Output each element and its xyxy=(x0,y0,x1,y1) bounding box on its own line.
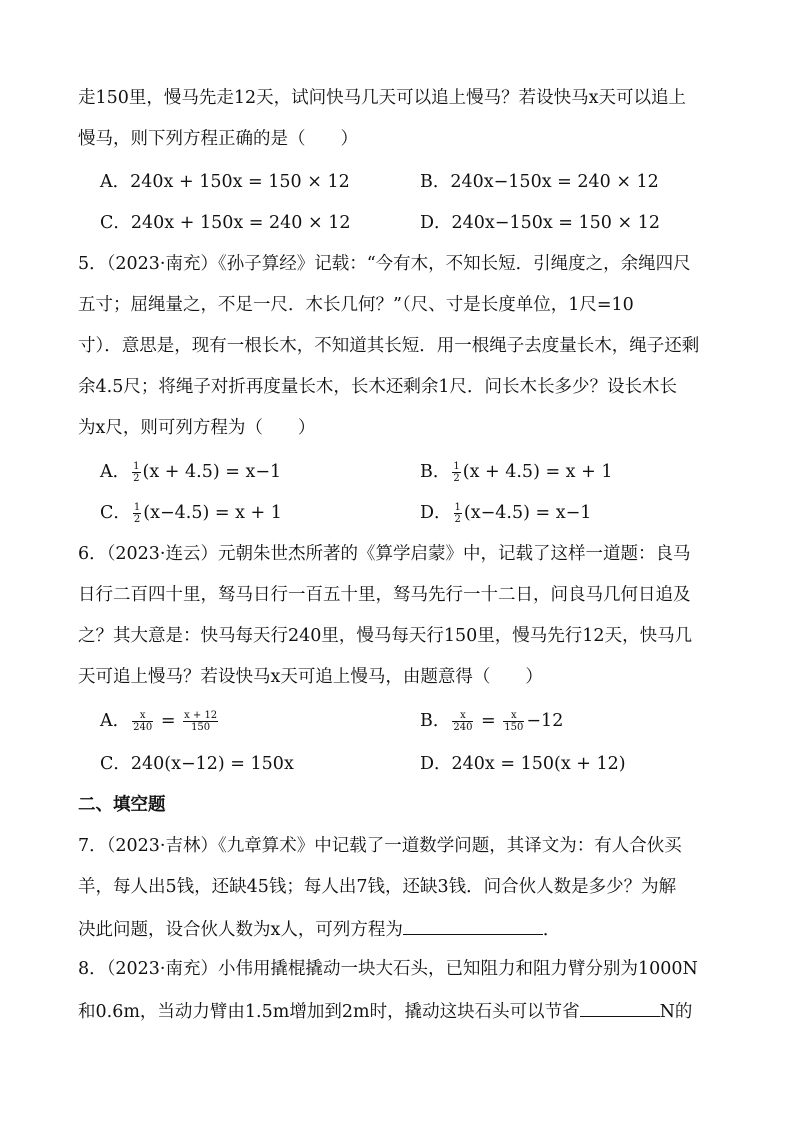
q6-option-a xyxy=(100,709,220,733)
q4-option-d: D．240x−150x = 150 × 12 xyxy=(420,213,660,233)
fraction-numerator: 1 xyxy=(454,502,461,513)
q8-stem-text: 和0.6m，当动力臂由1.5m增加到2m时，撬动这块石头可以节省 xyxy=(78,1002,580,1022)
half-fraction xyxy=(133,502,141,525)
q6-stem-line3: 之？其大意是：快马每天行240里，慢马每天行150里，慢马先行12天，快马几 xyxy=(78,626,693,646)
option-expression: (x + 4.5) = x−1 xyxy=(142,462,282,482)
q5-stem-line3: 寸）．意思是，现有一根长木，不知道其长短．用一根绳子去度量长木，绳子还剩 xyxy=(78,336,700,356)
fraction-x-over-240 xyxy=(452,710,473,733)
option-expression: (x + 4.5) = x + 1 xyxy=(462,462,613,482)
option-label: B． xyxy=(420,711,451,731)
q6-option-b xyxy=(420,709,563,733)
fraction-denominator: 2 xyxy=(454,514,461,525)
q5-option-b xyxy=(420,460,612,484)
half-fraction xyxy=(132,461,140,484)
q4-option-b: B．240x−150x = 240 × 12 xyxy=(420,172,659,192)
fraction-denominator: 150 xyxy=(504,722,524,733)
fraction-denominator: 240 xyxy=(133,722,153,733)
q5-stem-line1: 5．（2023·南充）《孙子算经》记载：“今有木，不知长短．引绳度之，余绳四尺 xyxy=(78,254,691,274)
fraction-denominator: 2 xyxy=(453,473,460,484)
section-heading-fill-in: 二、填空题 xyxy=(78,795,166,815)
q4-option-a: A．240x + 150x = 150 × 12 xyxy=(100,172,350,192)
q5-stem-line5: 为x尺，则可列方程为（ ） xyxy=(78,418,316,438)
q5-stem-line4: 余4.5尺；将绳子对折再度量长木，长木还剩余1尺．问长木长多少？设长木长 xyxy=(78,377,677,397)
option-label: A． xyxy=(100,462,131,482)
q4-stem-line2: 慢马，则下列方程正确的是（ ） xyxy=(78,129,358,149)
q8-stem-line1: 8．（2023·南充）小伟用撬棍撬动一块大石头，已知阻力和阻力臂分别为1000N xyxy=(78,959,698,979)
q5-option-c xyxy=(100,501,282,525)
q6-stem-line1: 6．（2023·连云）元朝朱世杰所著的《算学启蒙》中，记载了这样一道题：良马 xyxy=(78,544,691,564)
q5-stem-line2: 五寸；屈绳量之，不足一尺．木长几何？”（尺、寸是长度单位，1尺=10 xyxy=(78,295,634,315)
fraction-x-over-240 xyxy=(132,710,153,733)
q6-option-d: D．240x = 150(x + 12) xyxy=(420,754,626,774)
q5-option-d xyxy=(420,501,591,525)
fraction-numerator: x xyxy=(460,710,466,721)
q5-option-a xyxy=(100,460,281,484)
q7-stem-text: 决此问题，设合伙人数为x人，可列方程为 xyxy=(78,920,403,940)
q8-answer-blank[interactable] xyxy=(580,998,660,1017)
q7-answer-blank[interactable] xyxy=(403,916,543,935)
q7-stem-line3 xyxy=(78,916,560,942)
q6-stem-line2: 日行二百四十里，驽马日行一百五十里，驽马先行一十二日，问良马几何日追及 xyxy=(78,585,691,605)
fraction-numerator: x xyxy=(139,710,146,721)
q6-stem-line4: 天可追上慢马？若设快马x天可追上慢马，由题意得（ ） xyxy=(78,667,543,687)
option-label: C． xyxy=(100,503,131,523)
fraction-x-over-150 xyxy=(503,710,524,733)
option-label: B． xyxy=(420,462,451,482)
q8-stem-line2 xyxy=(78,998,692,1024)
equals-sign: = xyxy=(160,711,176,731)
option-tail: −12 xyxy=(526,711,564,731)
fraction-numerator: x xyxy=(511,710,517,721)
fraction-denominator: 150 xyxy=(183,721,218,733)
option-label: A． xyxy=(100,711,131,731)
half-fraction xyxy=(454,502,462,525)
q7-stem-end: ． xyxy=(542,920,561,940)
half-fraction xyxy=(452,461,460,484)
equals-sign: = xyxy=(481,711,496,731)
fraction-numerator: 1 xyxy=(453,461,460,472)
fraction-numerator: x + 12 xyxy=(184,710,218,721)
q7-stem-line1: 7．（2023·吉林）《九章算术》中记载了一道数学问题，其译文为：有人合伙买 xyxy=(78,836,682,856)
fraction-numerator: 1 xyxy=(133,461,140,472)
q4-option-c: C．240x + 150x = 240 × 12 xyxy=(100,213,351,233)
fraction-denominator: 240 xyxy=(453,722,473,733)
fraction-numerator: 1 xyxy=(133,502,141,513)
fraction-x-plus-12-over-150 xyxy=(183,710,218,733)
q7-stem-line2: 羊，每人出5钱，还缺45钱；每人出7钱，还缺3钱．问合伙人数是多少？为解 xyxy=(78,877,677,897)
q6-option-c: C．240(x−12) = 150x xyxy=(100,754,294,774)
option-label: D． xyxy=(420,503,452,523)
fraction-denominator: 2 xyxy=(133,473,140,484)
fraction-denominator: 2 xyxy=(133,514,141,525)
q4-stem-line1: 走150里，慢马先走12天，试问快马几天可以追上慢马？若设快马x天可以追上 xyxy=(78,88,687,108)
q8-stem-end: N的 xyxy=(659,1002,693,1022)
option-expression: (x−4.5) = x−1 xyxy=(463,503,592,523)
option-expression: (x−4.5) = x + 1 xyxy=(143,503,282,523)
